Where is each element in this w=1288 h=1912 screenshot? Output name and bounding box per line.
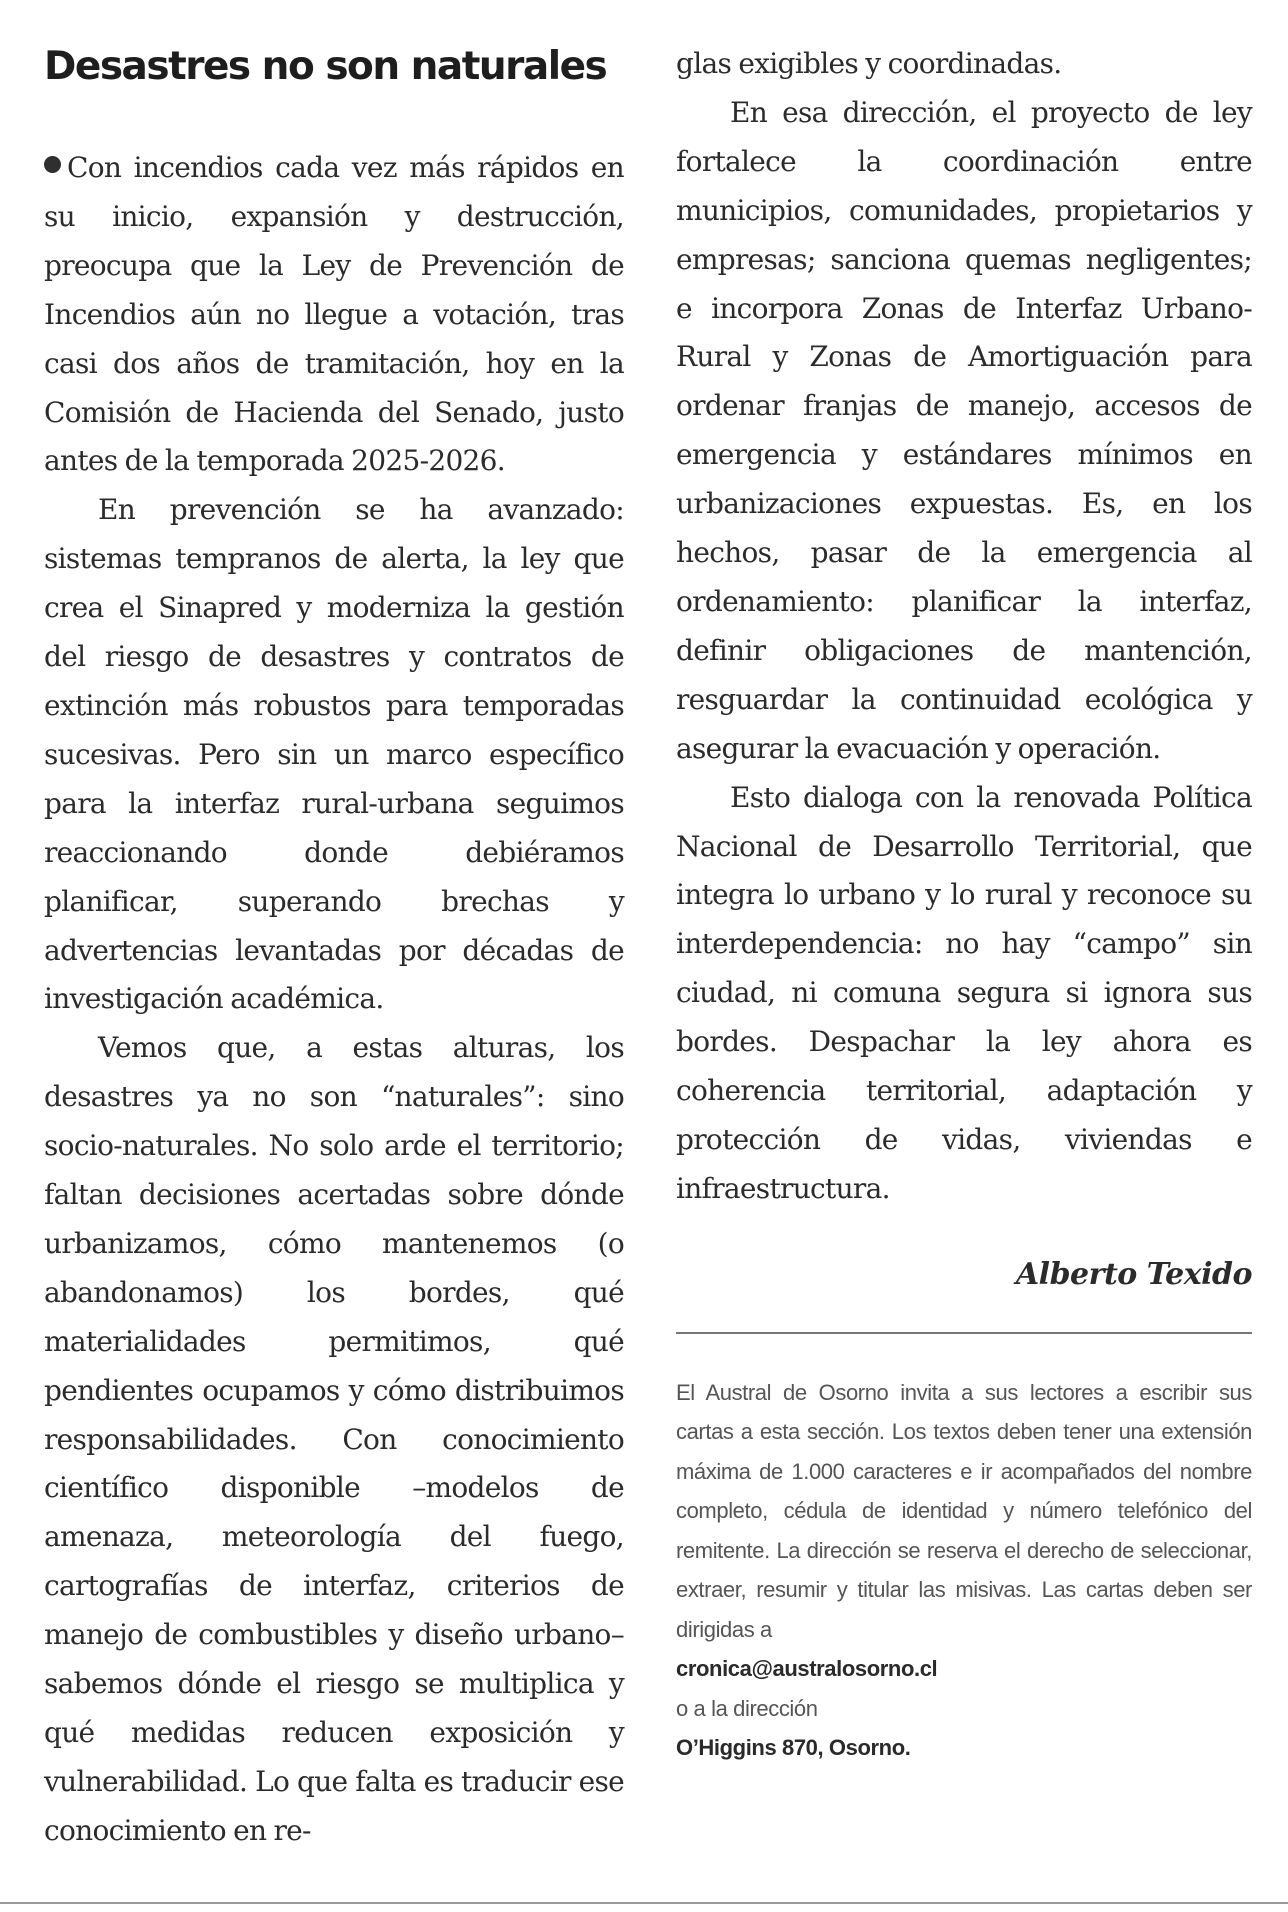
- left-column: [44, 40, 624, 1856]
- article-paragraph: En prevención se ha avanzado: sistemas tempranos de alerta, la ley que crea el Sinapred y moderniza la gestión del riesgo de desastres y contratos de extinción más robustos para temporadas sucesivas. Pero sin un marco específico para la interfaz rural-urbana seguimos reaccionando donde debiéramos planificar, superando brechas y advertencias levantadas por décadas de investigación académica.: [44, 493, 624, 1016]
- editorial-email: cronica@australosorno.cl: [676, 1656, 938, 1682]
- section-divider: [676, 1332, 1252, 1334]
- article-title: Desastres no son naturales: [44, 44, 607, 89]
- article-paragraph: Vemos que, a estas alturas, los desastres ya no son “naturales”: sino socio-naturales. No solo arde el territorio; faltan decisiones acertadas sobre dónde urbanizamos, cómo mantenemos (o abandonamos) los bordes, qué materialidades permitimos, qué pendientes ocupamos y cómo distribuimos responsabilidades. Con conocimiento científico disponible –modelos de amenaza, meteorología del fuego, cartografías de interfaz, criterios de manejo de combustibles y diseño urbano– sabemos dónde el riesgo se multiplica y qué medidas reducen exposición y vulnerabilidad. Lo que falta es traducir ese conocimiento en re-: [44, 1031, 624, 1847]
- article-paragraph: Con incendios cada vez más rápidos en su inicio, expansión y destrucción, preocupa que la Ley de Prevención de Incendios aún no llegue a votación, tras casi dos años de tramitación, hoy en la Comisión de Hacienda del Senado, justo antes de la temporada 2025-2026.: [44, 151, 624, 478]
- article-paragraph: En esa dirección, el proyecto de ley fortalece la coordinación entre municipios, comunidades, propietarios y empresas; sanciona quemas negligentes; e incorpora Zonas de Interfaz Urbano-Rural y Zonas de Amortiguación para ordenar franjas de manejo, accesos de emergencia y estándares mínimos en urbanizaciones expuestas. Es, en los hechos, pasar de la emergencia al ordenamiento: planificar la interfaz, definir obligaciones de mantención, resguardar la continuidad ecológica y asegurar la evacuación y operación.: [676, 95, 1252, 765]
- article-author: Alberto Texido: [1015, 1256, 1252, 1292]
- page-bottom-rule: [0, 1902, 1288, 1904]
- right-column: [676, 40, 1252, 1768]
- editorial-address-prefix: o a la dirección: [676, 1695, 818, 1721]
- bullet-icon: [44, 156, 61, 173]
- article-paragraph: glas exigibles y coordinadas.: [676, 47, 1062, 80]
- editorial-note-text: El Austral de Osorno invita a sus lectores a escribir sus cartas a esta sección. Los textos deben tener una extensión máxima de 1.000 caracteres e ir acompañados del nombre completo, cédula de identidad y número telefónico del remitente. La dirección se reserva el derecho de seleccionar, extraer, resumir y titular las misivas. Las cartas deben ser dirigidas a: [676, 1379, 1252, 1642]
- editorial-note: [676, 1373, 1252, 1768]
- article-paragraph: Esto dialoga con la renovada Política Nacional de Desarrollo Territorial, que integra lo urbano y lo rural y reconoce su interdependencia: no hay “campo” sin ciudad, ni comuna segura si ignora sus bordes. Despachar la ley ahora es coherencia territorial, adaptación y protección de vidas, viviendas e infraestructura.: [676, 780, 1252, 1205]
- editorial-address: O’Higgins 870, Osorno.: [676, 1735, 911, 1761]
